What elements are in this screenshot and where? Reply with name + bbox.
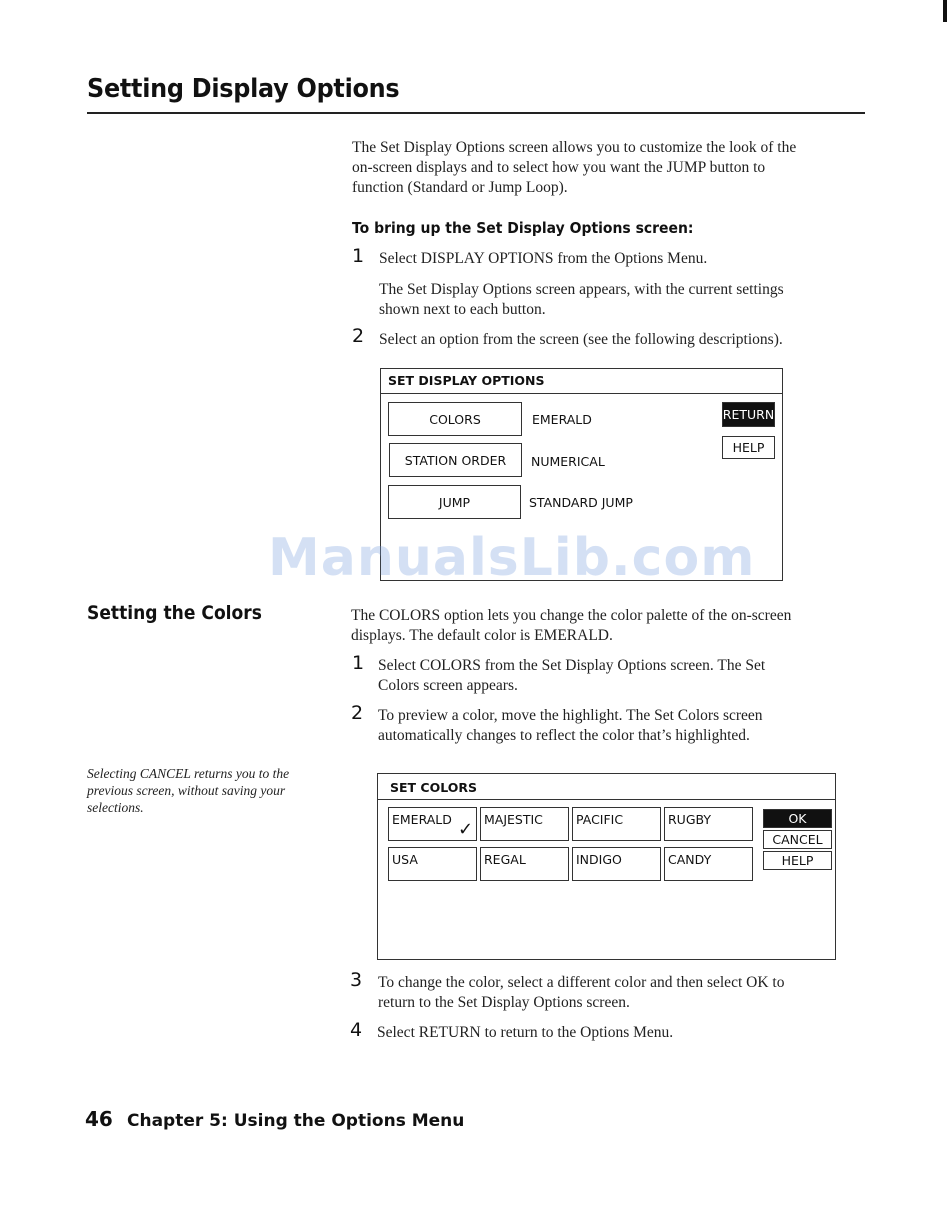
intro-line: on-screen displays and to select how you want the JUMP button to xyxy=(352,159,766,176)
color-option-indigo[interactable]: INDIGO xyxy=(572,847,661,881)
step-number: 3 xyxy=(350,969,363,991)
side-note-line: selections. xyxy=(87,800,144,815)
bring-up-heading: To bring up the Set Display Options screen: xyxy=(352,219,694,237)
step-note-line: shown next to each button. xyxy=(379,301,546,318)
step-text: Select RETURN to return to the Options Menu. xyxy=(377,1024,674,1041)
color-option-candy[interactable]: CANDY xyxy=(664,847,753,881)
ok-button[interactable]: OK xyxy=(763,809,832,828)
step-note-line: The Set Display Options screen appears, with the current settings xyxy=(379,281,784,298)
chapter-title: Chapter 5: Using the Options Menu xyxy=(127,1111,465,1131)
step-line: return to the Set Display Options screen. xyxy=(378,994,630,1011)
step-note xyxy=(379,280,784,320)
help-button[interactable]: HELP xyxy=(722,436,775,459)
step-number: 4 xyxy=(350,1019,363,1041)
colors-intro-line: The COLORS option lets you change the color palette of the on-screen xyxy=(351,607,792,624)
step-number: 1 xyxy=(352,245,365,267)
color-option-pacific[interactable]: PACIFIC xyxy=(572,807,661,841)
step-text xyxy=(378,973,784,1013)
title-rule xyxy=(87,112,865,114)
color-option-rugby[interactable]: RUGBY xyxy=(664,807,753,841)
set-colors-screen xyxy=(377,773,836,960)
color-option-majestic[interactable]: MAJESTIC xyxy=(480,807,569,841)
step-line: automatically changes to reflect the color that’s highlighted. xyxy=(378,727,750,744)
step-line: To change the color, select a different color and then select OK to xyxy=(378,974,785,991)
page-number: 46 xyxy=(85,1107,113,1131)
color-option-regal[interactable]: REGAL xyxy=(480,847,569,881)
colors-intro-line: displays. The default color is EMERALD. xyxy=(351,627,613,644)
intro-line: function (Standard or Jump Loop). xyxy=(352,179,568,196)
page-title: Setting Display Options xyxy=(87,74,400,104)
watermark: ManualsLib.com xyxy=(268,528,756,588)
step-text xyxy=(378,706,763,746)
step-line: Colors screen appears. xyxy=(378,677,518,694)
screen-title: SET COLORS xyxy=(390,780,477,795)
step-number: 1 xyxy=(352,652,365,674)
color-option-usa[interactable]: USA xyxy=(388,847,477,881)
step-line: To preview a color, move the highlight. The Set Colors screen xyxy=(378,707,763,724)
intro-line: The Set Display Options screen allows you to customize the look of the xyxy=(352,139,797,156)
step-text: Select DISPLAY OPTIONS from the Options Menu. xyxy=(379,250,708,267)
cancel-button[interactable]: CANCEL xyxy=(763,830,832,849)
step-text xyxy=(378,656,765,696)
jump-button[interactable]: JUMP xyxy=(388,485,521,519)
jump-value: STANDARD JUMP xyxy=(529,495,633,510)
station-order-button[interactable]: STATION ORDER xyxy=(389,443,522,477)
colors-button[interactable]: COLORS xyxy=(388,402,522,436)
check-mark-icon: ✓ xyxy=(458,819,474,840)
side-note xyxy=(87,765,289,816)
return-button[interactable]: RETURN xyxy=(722,402,775,427)
screen-title-rule xyxy=(381,393,782,394)
step-number: 2 xyxy=(352,325,365,347)
side-note-line: previous screen, without saving your xyxy=(87,783,286,798)
help-button[interactable]: HELP xyxy=(763,851,832,870)
side-note-line: Selecting CANCEL returns you to the xyxy=(87,766,290,781)
section-heading: Setting the Colors xyxy=(87,602,262,624)
color-option-emerald[interactable]: EMERALD xyxy=(388,807,477,841)
colors-intro xyxy=(351,606,791,646)
intro-paragraph xyxy=(352,138,796,198)
station-order-value: NUMERICAL xyxy=(531,454,605,469)
step-line: Select COLORS from the Set Display Options screen. The Set xyxy=(378,657,766,674)
screen-title-rule xyxy=(378,799,835,800)
colors-value: EMERALD xyxy=(532,412,592,427)
screen-title: SET DISPLAY OPTIONS xyxy=(388,373,545,388)
page-edge-mark xyxy=(943,0,947,22)
step-number: 2 xyxy=(351,702,364,724)
step-text: Select an option from the screen (see the following descriptions). xyxy=(379,331,783,348)
